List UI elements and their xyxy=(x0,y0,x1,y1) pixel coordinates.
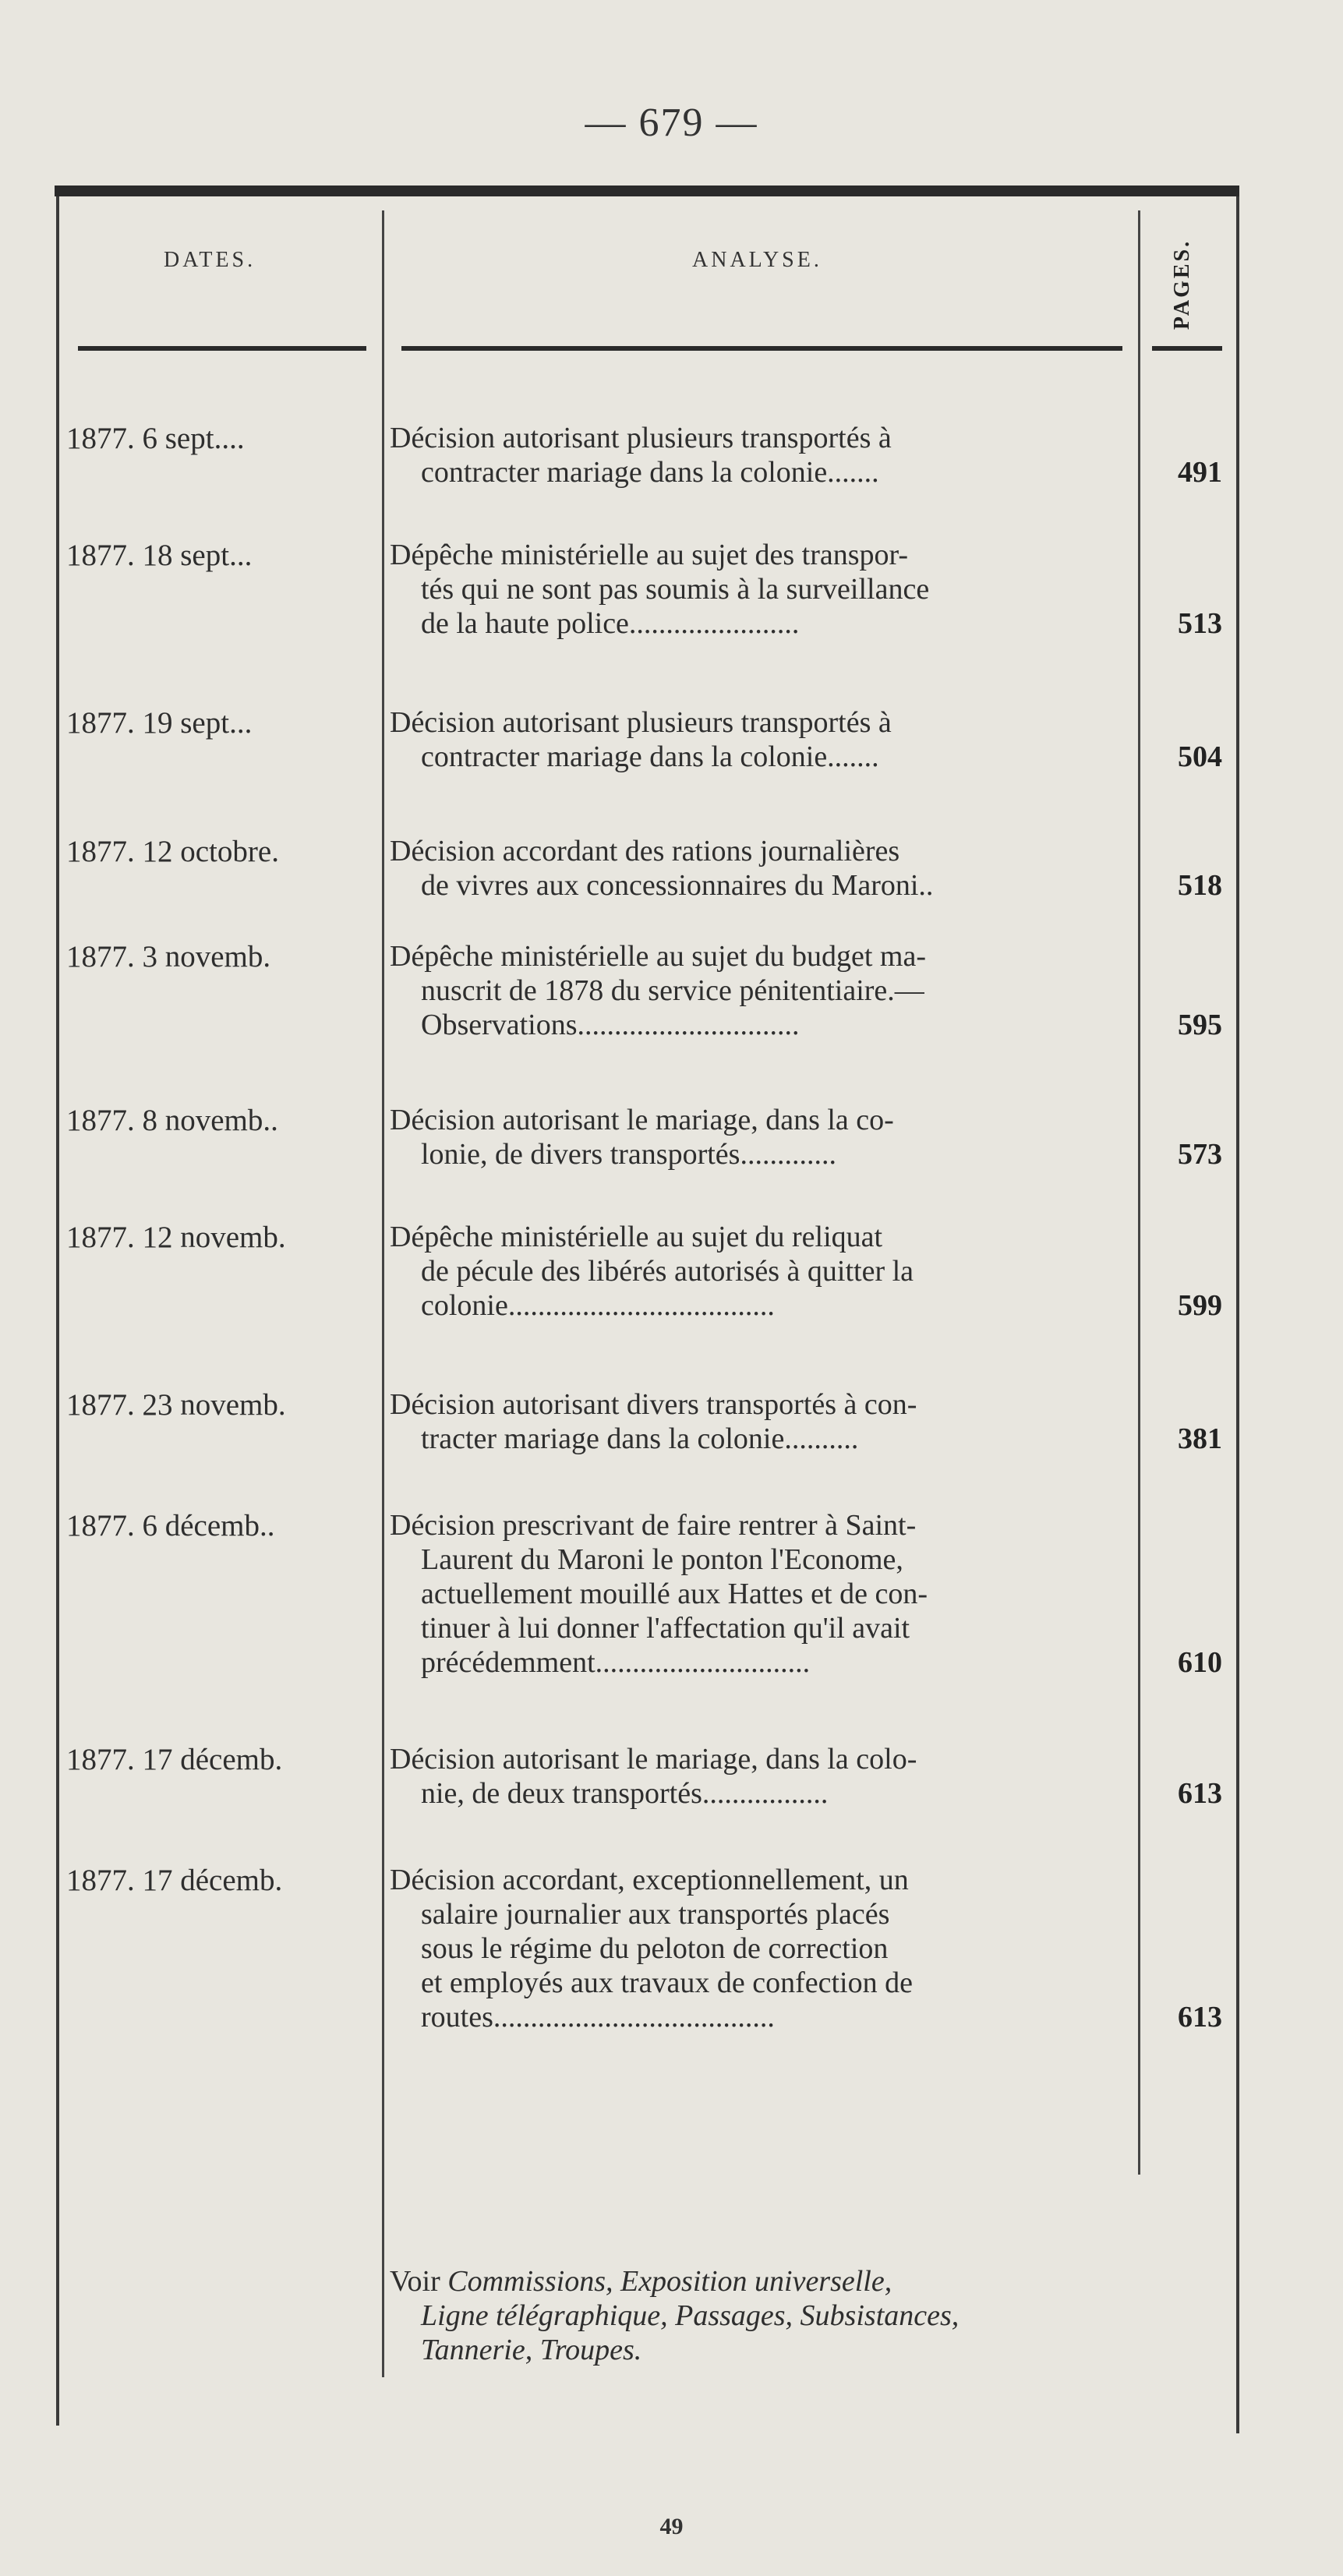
analysis-line: Décision autorisant le mariage, dans la colo- xyxy=(390,1743,917,1776)
entry-page: 381 xyxy=(1178,1422,1222,1455)
entry-page: 610 xyxy=(1178,1646,1222,1679)
analysis-line: Décision autorisant plusieurs transportés à xyxy=(390,422,892,454)
analysis-line: Laurent du Maroni le ponton l'Econome, xyxy=(421,1543,903,1576)
analysis-line: nie, de deux transportés................. xyxy=(421,1777,829,1810)
entry-analysis xyxy=(390,1103,1126,1171)
analysis-line: tracter mariage dans la colonie.......... xyxy=(421,1422,859,1455)
entry-page: 613 xyxy=(1178,2001,1222,2034)
entry-analysis xyxy=(390,834,1126,903)
entry-date: 1877. 8 novemb.. xyxy=(66,1104,278,1137)
header-rule-analyse xyxy=(401,346,1122,351)
header-pages-label: PAGES. xyxy=(1170,239,1195,330)
analysis-line: et employés aux travaux de confection de xyxy=(421,1966,913,1999)
entry-date: 1877. 17 décemb. xyxy=(66,1743,283,1776)
entry-page: 599 xyxy=(1178,1289,1222,1322)
analysis-line: Décision accordant des rations journalières xyxy=(390,835,900,868)
frame-right xyxy=(1236,196,1239,2433)
analysis-line: nuscrit de 1878 du service pénitentiaire.— xyxy=(421,974,924,1007)
see-also-topics-2: Ligne télégraphique, Passages, Subsistances, xyxy=(421,2299,960,2332)
see-also-topics-1: Commissions, Exposition universelle, xyxy=(447,2265,892,2298)
entry-page: 513 xyxy=(1178,607,1222,640)
entry-analysis xyxy=(390,1863,1126,2034)
column-separator-dates xyxy=(382,210,384,2377)
analysis-line: lonie, de divers transportés............. xyxy=(421,1138,836,1171)
analysis-line: précédemment............................. xyxy=(421,1646,811,1679)
entry-page: 613 xyxy=(1178,1777,1222,1810)
see-also-topics-3: Tannerie, Troupes. xyxy=(421,2334,642,2366)
entry-date: 1877. 6 décemb.. xyxy=(66,1509,275,1542)
entry-page: 504 xyxy=(1178,740,1222,773)
entry-analysis xyxy=(390,705,1126,774)
entry-analysis xyxy=(390,1387,1126,1456)
header-dates: DATES. xyxy=(164,248,256,272)
analysis-line: de vivres aux concessionnaires du Maroni.. xyxy=(421,869,934,902)
analysis-line: contracter mariage dans la colonie....... xyxy=(421,456,879,489)
entry-date: 1877. 6 sept.... xyxy=(66,422,245,455)
see-also-prefix: Voir xyxy=(390,2265,448,2298)
entry-date: 1877. 17 décemb. xyxy=(66,1864,283,1897)
entry-date: 1877. 19 sept... xyxy=(66,706,253,740)
top-rule xyxy=(55,186,1239,196)
analysis-line: Décision prescrivant de faire rentrer à Saint- xyxy=(390,1509,917,1542)
analysis-line: tés qui ne sont pas soumis à la surveillance xyxy=(421,573,930,606)
entry-analysis xyxy=(390,1742,1126,1811)
entry-page: 491 xyxy=(1178,456,1222,489)
signature-mark: 49 xyxy=(659,2514,684,2539)
entry-date: 1877. 12 novemb. xyxy=(66,1221,286,1254)
frame-left xyxy=(56,196,59,2426)
analysis-line: actuellement mouillé aux Hattes et de con- xyxy=(421,1578,928,1610)
analysis-line: Dépêche ministérielle au sujet des transpor- xyxy=(390,539,909,571)
entry-analysis xyxy=(390,939,1126,1042)
column-separator-pages xyxy=(1138,210,1140,2175)
analysis-line: Observations.............................. xyxy=(421,1009,800,1041)
analysis-line: de la haute police....................... xyxy=(421,607,800,640)
analysis-line: Décision autorisant le mariage, dans la co- xyxy=(390,1104,894,1136)
entry-page: 573 xyxy=(1178,1138,1222,1171)
entry-date: 1877. 12 octobre. xyxy=(66,835,279,868)
entry-date: 1877. 3 novemb. xyxy=(66,940,271,974)
analysis-line: Décision autorisant divers transportés à con- xyxy=(390,1388,917,1421)
analysis-line: Dépêche ministérielle au sujet du budget ma- xyxy=(390,940,926,973)
entry-date: 1877. 23 novemb. xyxy=(66,1388,286,1422)
analysis-line: colonie.................................... xyxy=(421,1289,775,1322)
analysis-line: Décision autorisant plusieurs transportés à xyxy=(390,706,892,739)
see-also xyxy=(390,2264,1126,2367)
entry-analysis xyxy=(390,421,1126,489)
entry-analysis xyxy=(390,1508,1126,1680)
entry-analysis xyxy=(390,538,1126,641)
analysis-line: Décision accordant, exceptionnellement, un xyxy=(390,1864,909,1896)
analysis-line: tinuer à lui donner l'affectation qu'il avait xyxy=(421,1612,910,1645)
page-number: — 679 — xyxy=(585,101,758,145)
entry-page: 518 xyxy=(1178,869,1222,902)
analysis-line: Dépêche ministérielle au sujet du reliquat xyxy=(390,1221,883,1253)
analysis-line: sous le régime du peloton de correction xyxy=(421,1932,889,1965)
entry-page: 595 xyxy=(1178,1009,1222,1041)
entry-date: 1877. 18 sept... xyxy=(66,539,253,572)
entry-analysis xyxy=(390,1220,1126,1323)
header-rule-pages xyxy=(1152,346,1222,351)
analysis-line: salaire journalier aux transportés placés xyxy=(421,1898,890,1931)
header-pages xyxy=(1150,226,1216,343)
header-analyse: ANALYSE. xyxy=(692,248,822,272)
analysis-line: contracter mariage dans la colonie....... xyxy=(421,740,879,773)
header-rule-dates xyxy=(78,346,366,351)
analysis-line: routes...................................... xyxy=(421,2001,775,2034)
analysis-line: de pécule des libérés autorisés à quitter la xyxy=(421,1255,914,1288)
